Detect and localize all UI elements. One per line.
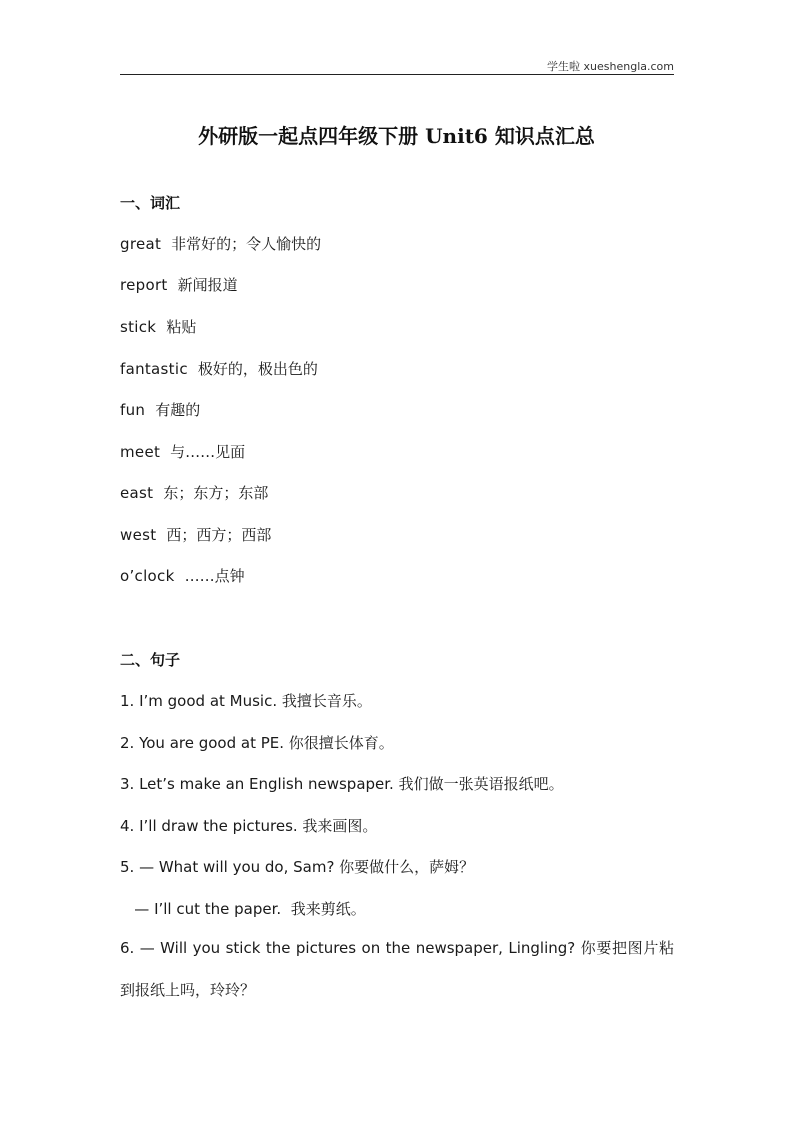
vocab-item <box>120 274 238 295</box>
vocab-word: great <box>120 235 162 253</box>
vocab-word: stick <box>120 318 157 336</box>
vocab-item <box>120 316 196 337</box>
vocab-meaning: 极好的，极出色的 <box>197 360 318 378</box>
sentence-item: 5. — What will you do, Sam? 你要做什么，萨姆？ <box>120 858 475 876</box>
vocab-meaning: 与……见面 <box>170 443 246 461</box>
vocab-heading: 一、词汇 <box>120 194 181 212</box>
sentence-item: 1. I’m good at Music. 我擅长音乐。 <box>120 692 372 710</box>
vocab-word: meet <box>120 443 161 461</box>
vocab-meaning: 有趣的 <box>155 401 201 419</box>
vocab-word: report <box>120 276 168 294</box>
sentence-item: 2. You are good at PE. 你很擅长体育。 <box>120 734 394 752</box>
vocab-word: o’clock <box>120 567 175 585</box>
vocab-meaning: 新闻报道 <box>177 276 238 294</box>
sentence-item: — I’ll cut the paper. 我来剪纸。 <box>120 900 366 918</box>
vocab-meaning: 东；东方；东部 <box>163 484 269 502</box>
page-title: 外研版一起点四年级下册 Unit6 知识点汇总 <box>198 124 595 148</box>
vocab-item <box>120 358 318 379</box>
sentence-item: 3. Let’s make an English newspaper. 我们做一张英语报纸吧。 <box>120 775 564 793</box>
vocab-word: fantastic <box>120 360 188 378</box>
vocab-meaning: 粘贴 <box>166 318 197 336</box>
vocab-item <box>120 399 200 420</box>
vocab-word: east <box>120 484 154 502</box>
vocab-word: west <box>120 526 157 544</box>
vocab-item <box>120 565 245 586</box>
vocab-item <box>120 524 271 545</box>
sentence-heading: 二、句子 <box>120 651 181 669</box>
vocab-item <box>120 441 245 462</box>
sentence-item: 4. I’ll draw the pictures. 我来画图。 <box>120 817 378 835</box>
vocab-meaning: 非常好的；令人愉快的 <box>171 235 322 253</box>
page-header <box>120 56 674 75</box>
header-site-text[interactable]: 学生啦 xueshengla.com <box>547 60 674 73</box>
vocab-meaning: ……点钟 <box>184 567 245 585</box>
sentence-item-multiline: 6. — Will you stick the pictures on the newspaper, Lingling? 你要把图片粘到报纸上吗，玲玲？ <box>120 939 674 999</box>
vocab-meaning: 西；西方；西部 <box>166 526 272 544</box>
vocab-word: fun <box>120 401 146 419</box>
vocab-item <box>120 482 268 503</box>
vocab-item <box>120 233 321 254</box>
